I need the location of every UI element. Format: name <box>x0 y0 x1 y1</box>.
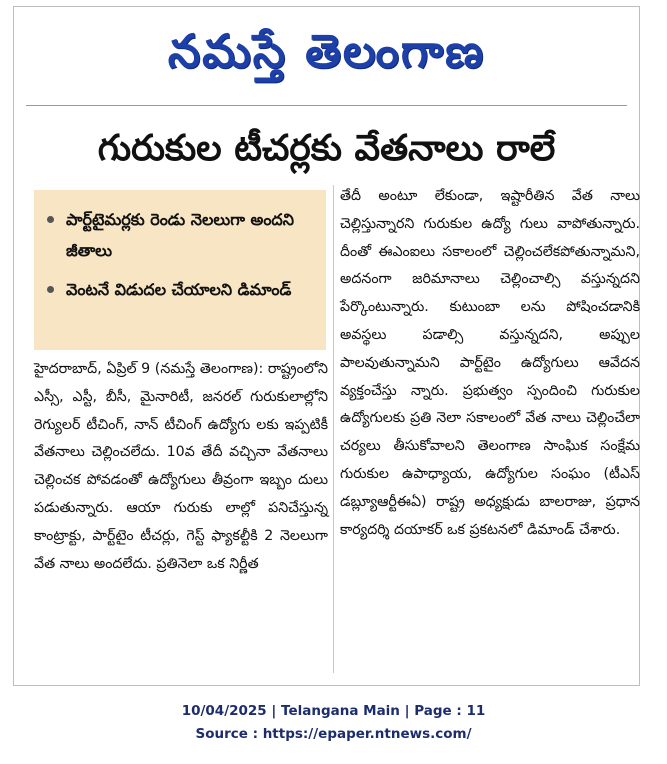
highlight-item <box>44 274 316 305</box>
highlights-box <box>34 190 326 350</box>
article-headline: గురుకుల టీచర్లకు వేతనాలు రాలే <box>97 128 556 169</box>
highlight-text: పార్ట్‌టైమర్లకు రెండు నెలలుగా అందని జీతాలు <box>66 210 294 260</box>
bullet-icon <box>47 216 54 223</box>
clipping-source-link[interactable]: Source : https://epaper.ntnews.com/ <box>195 726 472 742</box>
column-divider <box>333 185 334 673</box>
masthead-divider <box>26 105 627 106</box>
highlight-item <box>44 204 316 266</box>
clipping-date-page: 10/04/2025 | Telangana Main | Page : 11 <box>181 703 486 719</box>
newspaper-masthead: నమస్తే తెలంగాణ <box>167 24 486 78</box>
article-body-right-column: తేదీ అంటూ లేకుండా, ఇష్టారీతిన వేత నాలు చెల్లిస్తున్నారని గురుకుల ఉద్యో గులు వాపోతున్నారు. దీంతో ఈఎంఐలు సకాలంలో చెల్లించలేకపోతున్నామని, అదనంగా జరిమానాలు చెల్లించాల్సి వస్తున్నదని పేర్కొంటున్నారు. కుటుంబా లను పోషించడానికి అవస్థలు పడాల్సి వస్తున్నదని, అప్పుల పాలవుతున్నామని పార్ట్‌టైం ఉద్యోగులు ఆవేదన వ్యక్తంచేస్తు న్నారు. ప్రభుత్వం స్పందించి గురుకుల ఉద్యోగులకు ప్రతి నెలా సకాలంలో వేత నాలు చెల్లించేలా చర్యలు తీసుకోవాలని తెలంగాణ సాంఘిక సంక్షేమ గురుకుల ఉపాధ్యాయ, ఉద్యోగుల సంఘం (టీఎస్ డబ్ల్యూఆర్టీఈఏ) రాష్ట్ర అధ్యక్షుడు బాలరాజు, ప్రధాన కార్యదర్శి దయాకర్ ఒక ప్రకటనలో డిమాండ్ చేశారు. <box>340 188 640 538</box>
clipping-frame <box>13 6 640 686</box>
bullet-icon <box>47 286 54 293</box>
article-body-left-column: హైదరాబాద్, ఏప్రిల్ 9 (నమస్తే తెలంగాణ): రాష్ట్రంలోని ఎస్సీ, ఎస్టీ, బీసీ, మైనారిటీ, జనరల్ గురుకులాల్లోని రెగ్యులర్ టీచింగ్, నాన్ టీచింగ్ ఉద్యోగు లకు ఇప్పటికీ వేతనాలు చెల్లించలేదు. 10వ తేదీ వచ్చినా వేతనాలు చెల్లించక పోవడంతో ఉద్యోగులు తీవ్రంగా ఇబ్బం దులు పడుతున్నారు. ఆయా గురుకు లాల్లో పనిచేస్తున్న కాంట్రాక్టు, పార్ట్‌టైం టీచర్లు, గెస్ట్ ఫ్యాకల్టీకి 2 నెలలుగా వేత నాలు అందలేదు. ప్రతినెలా ఒక నిర్ణీత <box>34 361 328 572</box>
highlight-text: వెంటనే విడుదల చేయాలని డిమాండ్ <box>66 280 292 299</box>
